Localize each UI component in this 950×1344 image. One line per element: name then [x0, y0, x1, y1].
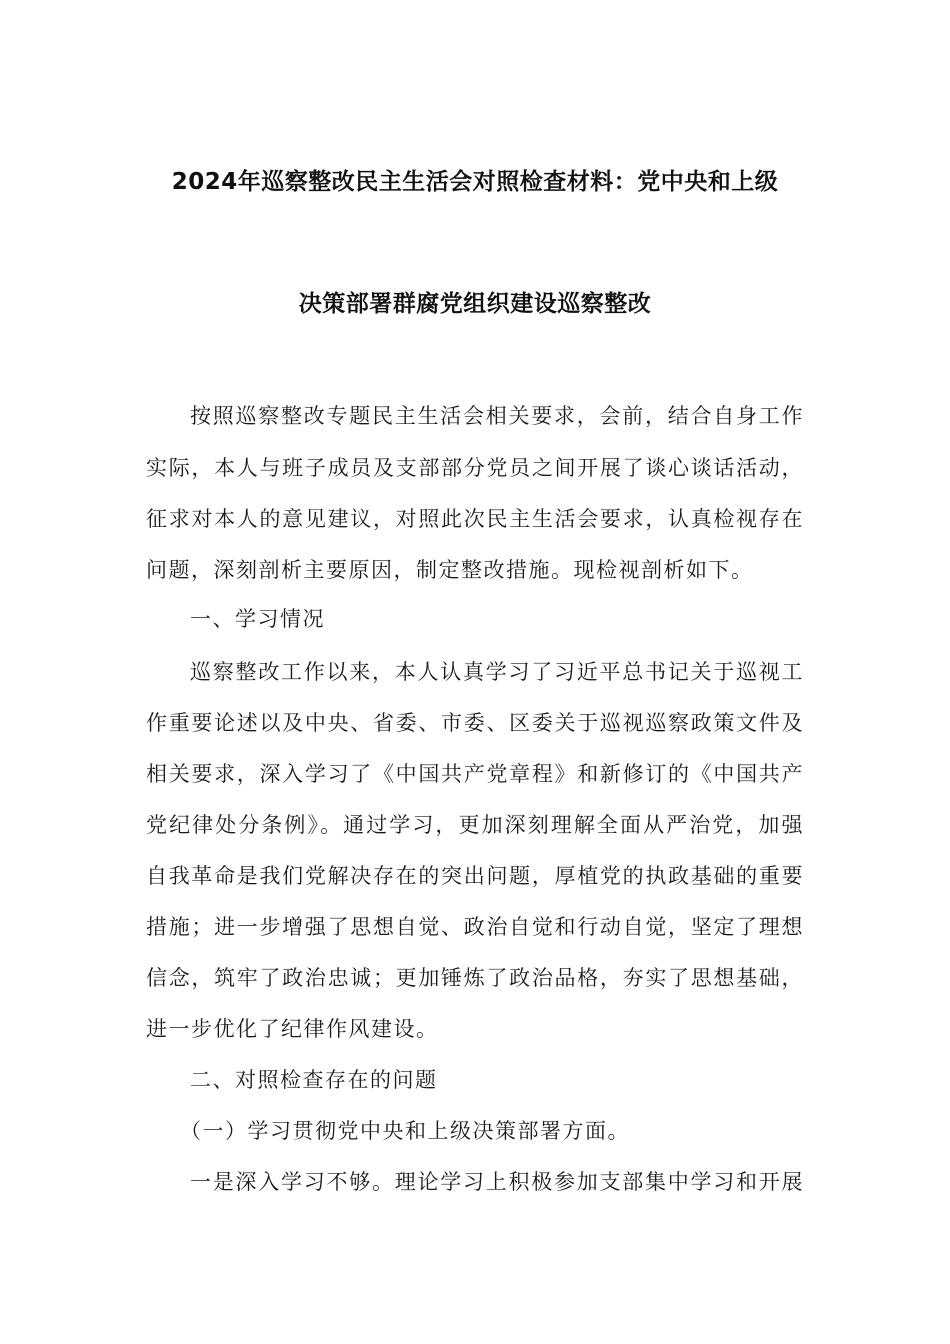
paragraph-2-line-2: 作重要论述以及中央、省委、市委、区委关于巡视巡察政策文件及	[146, 711, 804, 735]
document-title-line-1: 2024年巡察整改民主生活会对照检查材料：党中央和上级	[171, 169, 779, 195]
section-heading-1: 一、学习情况	[190, 607, 325, 631]
paragraph-1-line-4: 问题，深刻剖析主要原因，制定整改措施。现检视剖析如下。	[146, 558, 754, 582]
document-title-line-2: 决策部署群腐党组织建设巡察整改	[298, 291, 652, 317]
paragraph-1-line-1: 按照巡察整改专题民主生活会相关要求，会前，结合自身工作	[190, 404, 804, 428]
paragraph-1-line-2: 实际，本人与班子成员及支部部分党员之间开展了谈心谈话活动，	[146, 456, 804, 480]
paragraph-2-line-1: 巡察整改工作以来，本人认真学习了习近平总书记关于巡视工	[190, 660, 804, 684]
paragraph-2-line-4: 党纪律处分条例》。通过学习，更加深刻理解全面从严治党，加强	[146, 813, 804, 837]
paragraph-2-line-3: 相关要求，深入学习了《中国共产党章程》和新修订的《中国共产	[146, 762, 804, 786]
subsection-heading-1: （一）学习贯彻党中央和上级决策部署方面。	[180, 1119, 630, 1143]
section-heading-2: 二、对照检查存在的问题	[190, 1068, 438, 1092]
paragraph-1-line-3: 征求对本人的意见建议，对照此次民主生活会要求，认真检视存在	[146, 507, 804, 531]
paragraph-2-line-7: 信念，筑牢了政治忠诚；更加锤炼了政治品格，夯实了思想基础，	[146, 966, 804, 990]
paragraph-2-line-8: 进一步优化了纪律作风建设。	[146, 1017, 439, 1041]
paragraph-2-line-5: 自我革命是我们党解决存在的突出问题，厚植党的执政基础的重要	[146, 864, 804, 888]
paragraph-3-line-1: 一是深入学习不够。理论学习上积极参加支部集中学习和开展	[190, 1170, 804, 1194]
paragraph-2-line-6: 措施；进一步增强了思想自觉、政治自觉和行动自觉，坚定了理想	[146, 915, 804, 939]
